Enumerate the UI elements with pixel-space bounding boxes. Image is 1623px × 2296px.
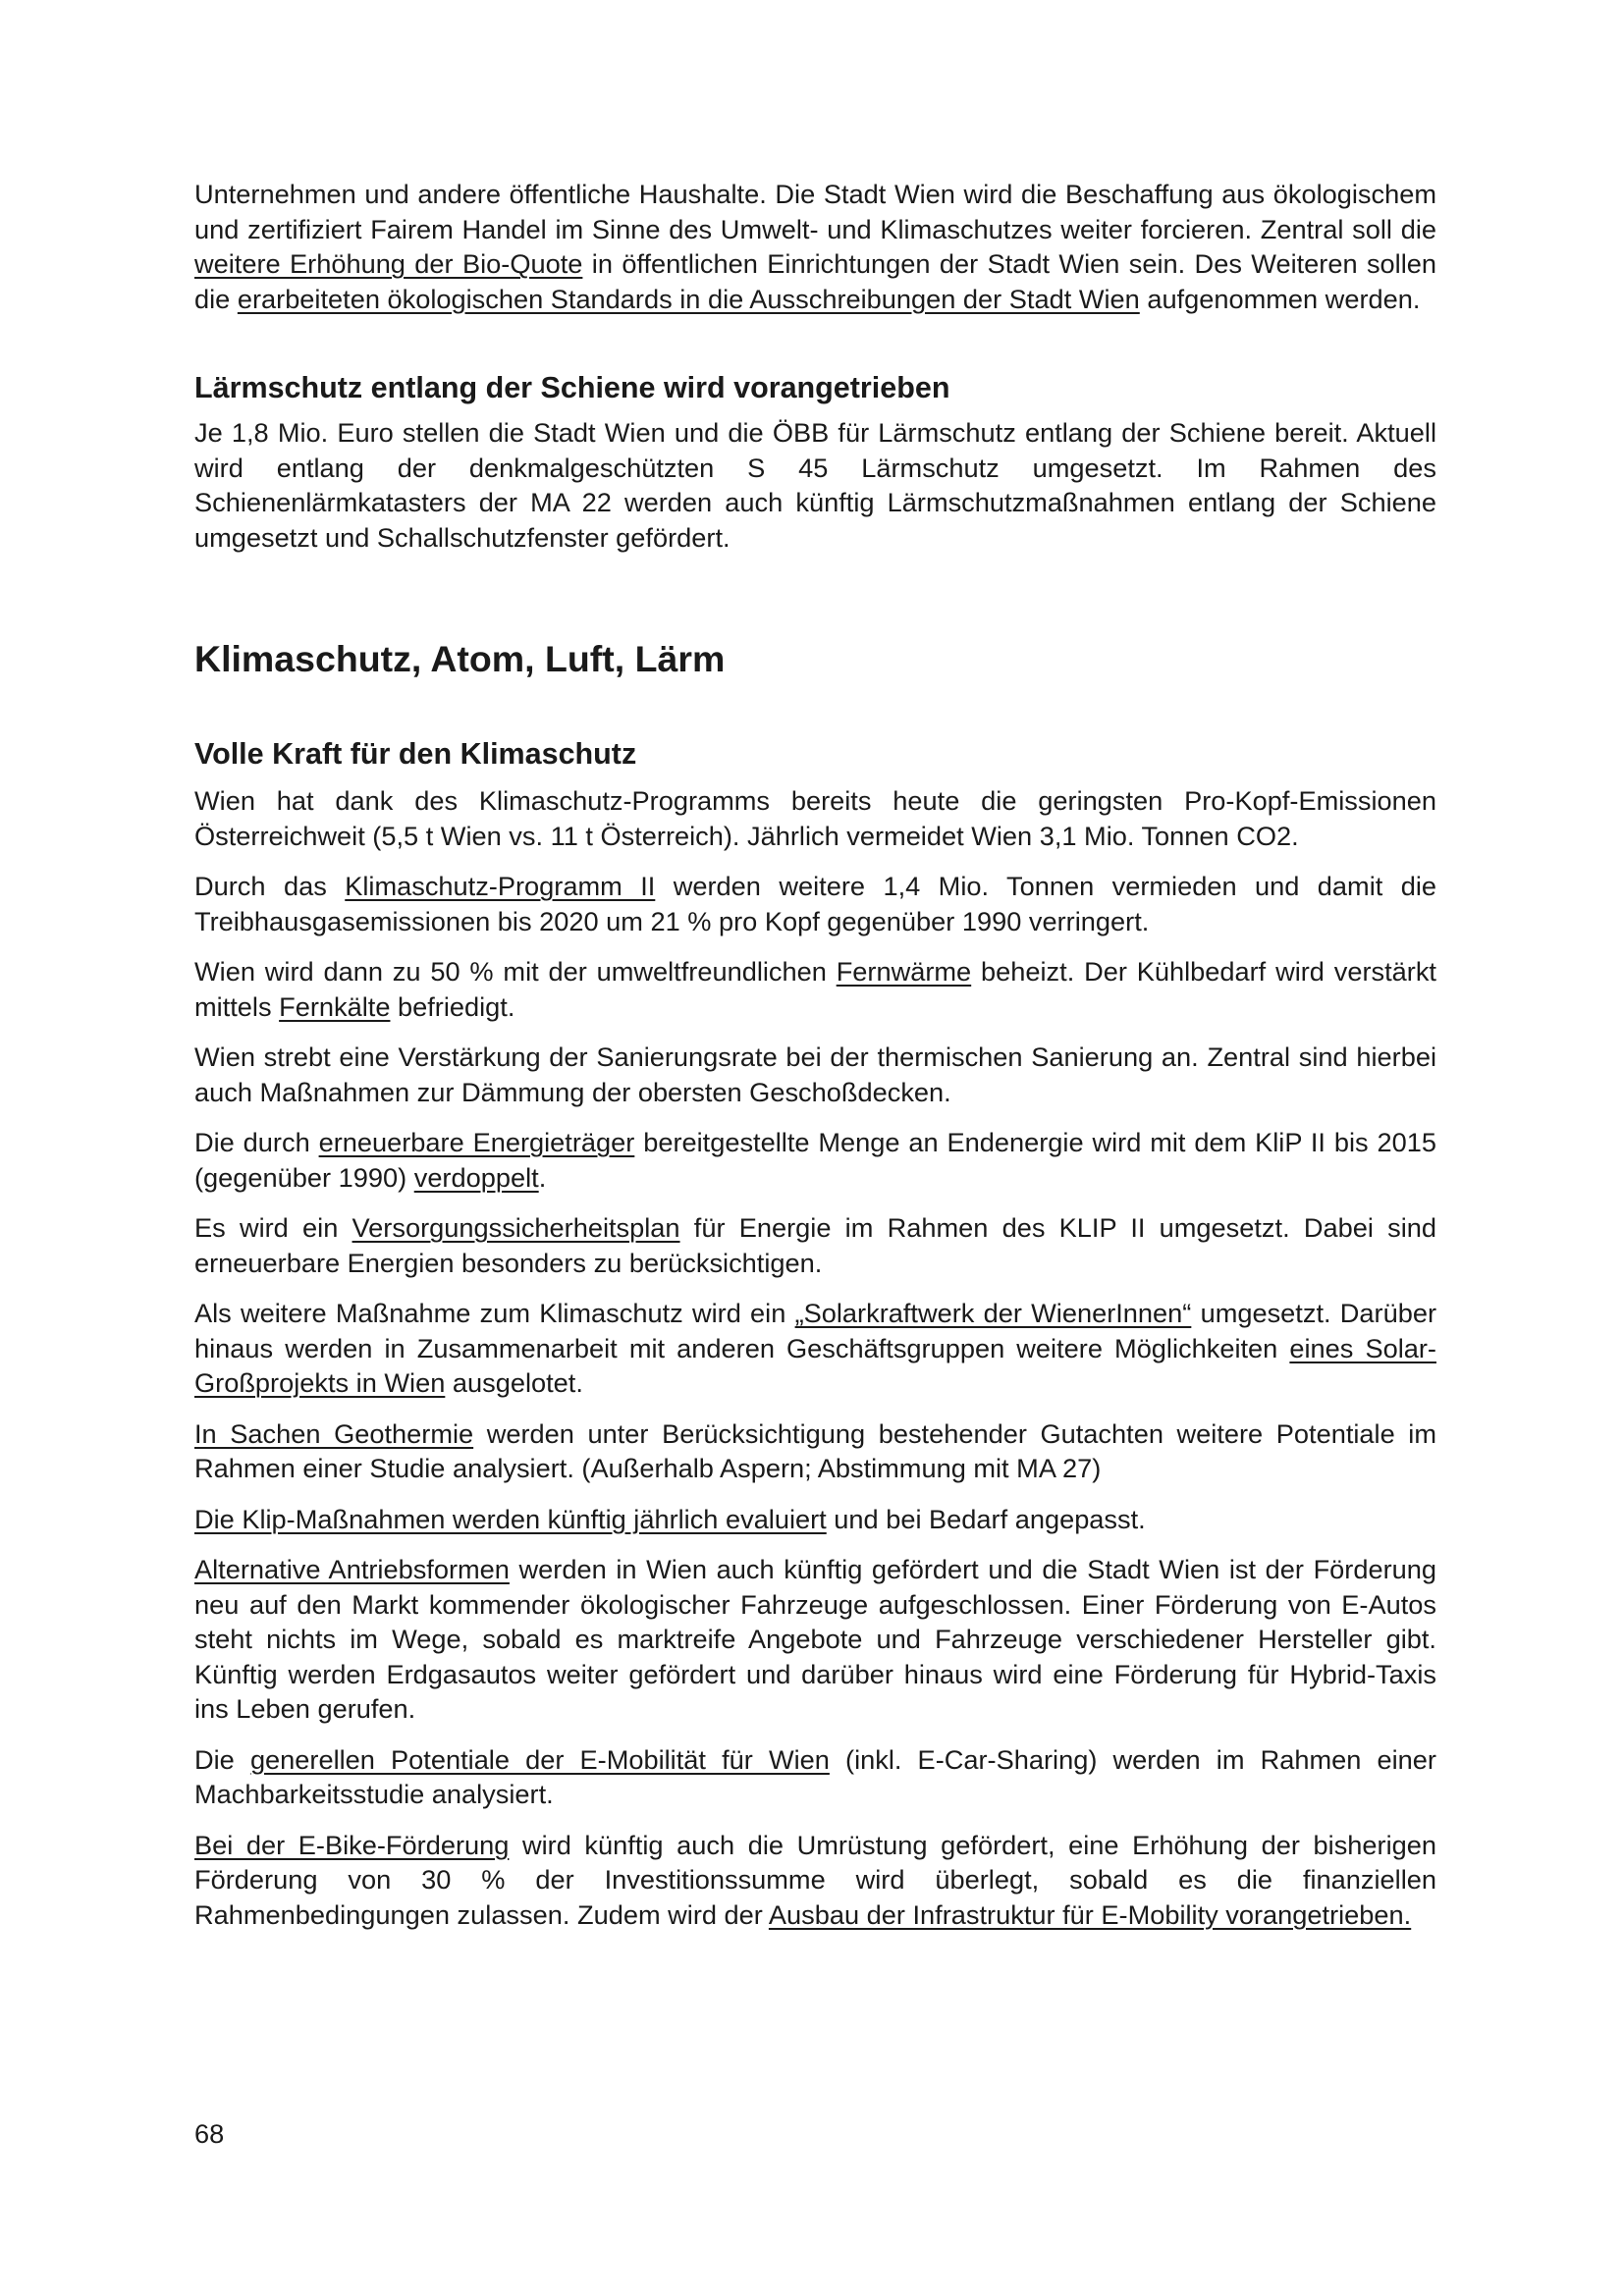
document-page <box>194 177 1436 1932</box>
klima-paragraph-2: Durch das Klimaschutz-Programm II werden weitere 1,4 Mio. Tonnen vermieden und damit die Treibhausgasemissionen bis 2020 um 21 % pro Kopf gegenüber 1990 verringert. <box>194 871 1437 936</box>
klima-paragraph-6: Es wird ein Versorgungssicherheitsplan für Energie im Rahmen des KLIP II umgesetzt. Dabei sind erneuerbare Energien besonders zu berücksichtigen. <box>194 1212 1436 1278</box>
heading-klimaschutz: Volle Kraft für den Klimaschutz <box>194 737 637 771</box>
klima-paragraph-12: Bei der E-Bike-Förderung wird künftig auch die Umrüstung gefördert, eine Erhöhung der bisherigen Förderung von 30 % der Investitionssumme wird überlegt, sobald es die finanziellen Rahmenbedingungen zulassen. Zudem wird der Ausbau der Infrastruktur für E-Mobility vorangetrieben. <box>194 1829 1436 1930</box>
klima-paragraph-10: Alternative Antriebsformen werden in Wien auch künftig gefördert und die Stadt Wien ist der Förderung neu auf den Markt kommender ökologischer Fahrzeuge aufgeschlossen. Einer Förderung von E-Autos steht nichts im Wege, sobald es marktreife Angebote und Fahrzeuge verschiedener Hersteller gibt. Künftig werden Erdgasautos weiter gefördert und darüber hinaus wird eine Förderung für Hybrid-Taxis ins Leben gerufen. <box>194 1554 1437 1724</box>
klima-paragraph-1: Wien hat dank des Klimaschutz-Programms bereits heute die geringsten Pro-Kopf-Emissionen Österreichweit (5,5 t Wien vs. 11 t Österreich). Jährlich vermeidet Wien 3,1 Mio. Tonnen CO2. <box>194 785 1436 851</box>
klima-paragraph-7: Als weitere Maßnahme zum Klimaschutz wird ein „Solarkraftwerk der WienerInnen“ umgesetzt. Darüber hinaus werden in Zusammenarbeit mit anderen Geschäftsgruppen weitere Möglichkeiten eines Solar-Großprojekts in Wien ausgelotet. <box>194 1298 1437 1398</box>
klima-paragraph-5: Die durch erneuerbare Energieträger bereitgestellte Menge an Endenergie wird mit dem KliP II bis 2015 (gegenüber 1990) verdoppelt. <box>194 1127 1436 1193</box>
klima-paragraph-4: Wien strebt eine Verstärkung der Sanierungsrate bei der thermischen Sanierung an. Zentral sind hierbei auch Maßnahmen zur Dämmung der obersten Geschoßdecken. <box>194 1041 1436 1107</box>
klima-paragraph-3: Wien wird dann zu 50 % mit der umweltfreundlichen Fernwärme beheizt. Der Kühlbedarf wird verstärkt mittels Fernkälte befriedigt. <box>194 956 1436 1022</box>
klima-paragraph-8: In Sachen Geothermie werden unter Berücksichtigung bestehender Gutachten weitere Potentiale im Rahmen einer Studie analysiert. (Außerhalb Aspern; Abstimmung mit MA 27) <box>194 1417 1436 1483</box>
klima-paragraph-11: Die generellen Potentiale der E-Mobilität für Wien (inkl. E-Car-Sharing) werden im Rahmen einer Machbarkeitsstudie analysiert. <box>194 1743 1436 1809</box>
intro-paragraph: Unternehmen und andere öffentliche Haushalte. Die Stadt Wien wird die Beschaffung aus ökologischem und zertifiziert Fairem Handel im Sinne des Umwelt- und Klimaschutzes weiter forcieren. Zentral soll die weitere Erhöhung der Bio-Quote in öffentlichen Einrichtungen der Stadt Wien sein. Des Weiteren sollen die erarbeiteten ökologischen Standards in die Ausschreibungen der Stadt Wien aufgenommen werden. <box>194 179 1436 314</box>
klima-paragraph-9: Die Klip-Maßnahmen werden künftig jährlich evaluiert und bei Bedarf angepasst. <box>194 1503 1146 1534</box>
laermschutz-paragraph: Je 1,8 Mio. Euro stellen die Stadt Wien und die ÖBB für Lärmschutz entlang der Schiene bereit. Aktuell wird entlang der denkmalgeschützten S 45 Lärmschutz umgesetzt. Im Rahmen des Schienenlärmkatasters der MA 22 werden auch künftig Lärmschutzmaßnahmen entlang der Schiene umgesetzt und Schallschutzfenster gefördert. <box>194 417 1436 553</box>
link-standards: erarbeiteten ökologischen Standards in die Ausschreibungen der Stadt Wien <box>237 283 1140 314</box>
section-title: Klimaschutz, Atom, Luft, Lärm <box>194 638 726 679</box>
page-number: 68 <box>194 2118 225 2149</box>
link-bio-quote: weitere Erhöhung der Bio-Quote <box>194 248 583 279</box>
heading-laermschutz: Lärmschutz entlang der Schiene wird vorangetrieben <box>194 371 950 404</box>
